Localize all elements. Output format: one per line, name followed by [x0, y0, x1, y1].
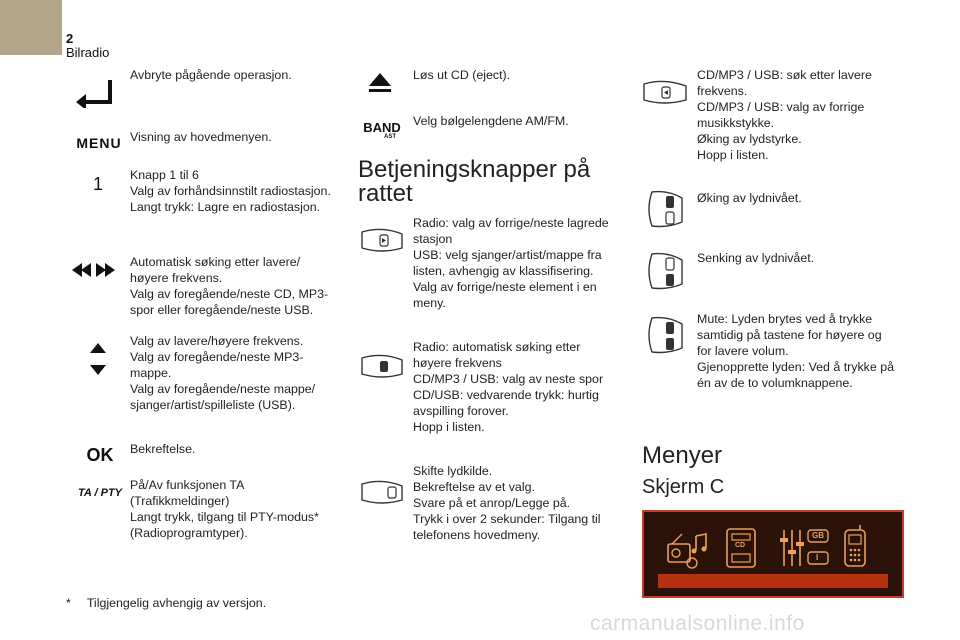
- band-label: BAND: [363, 120, 401, 135]
- ok-icon: OK: [86, 444, 114, 465]
- col1-item-text: Knapp 1 til 6 Valg av forhåndsinnstilt radiostasjon. Langt trykk: Lagre en radiostasjon.: [130, 168, 331, 214]
- return-icon: [74, 78, 118, 108]
- col3-item-text: Øking av lydnivået.: [697, 191, 802, 205]
- section-subheading-screen: Skjerm C: [642, 476, 725, 498]
- eject-icon: [368, 72, 392, 94]
- steering-item-text: Skifte lydkilde. Bekreftelse av et valg. Svare på et anrop/Legge på. Trykk i over 2 sekunder: Tilgang til telefonens hovedmeny.: [413, 464, 601, 542]
- footnote-star: *: [66, 596, 71, 610]
- steering-item-text: Radio: valg av forrige/neste lagrede stasjon USB: velg sjanger/artist/mappe fra listen, avhengig av klassifisering. Valg av forrige/neste element i en meny.: [413, 216, 609, 310]
- band-text: Velg bølgelengdene AM/FM.: [413, 114, 569, 128]
- footnote: [66, 596, 266, 610]
- col1-item-text: Avbryte pågående operasjon.: [130, 68, 292, 82]
- phone-icon: [840, 524, 870, 570]
- page-section-title: Bilradio: [66, 45, 110, 60]
- menu-icon: MENU: [76, 135, 122, 151]
- volume-down-switch-icon: [644, 250, 686, 292]
- screen-selection-bar: [658, 574, 888, 588]
- audio-settings-icon: [778, 526, 832, 570]
- steering-switch-icon: [642, 78, 688, 106]
- gb-label: GB: [812, 531, 824, 540]
- col1-item-text: Visning av hovedmenyen.: [130, 130, 272, 144]
- col1-item-text: På/Av funksjonen TA (Trafikkmeldinger) Langt trykk, tilgang til PTY-modus* (Radioprogramtyper).: [130, 478, 319, 540]
- seek-arrows-icon: [72, 262, 124, 278]
- section-heading-steering: Betjeningsknapper på rattet: [358, 156, 591, 207]
- screen-c-display: [642, 510, 904, 598]
- col1-item-text: Automatisk søking etter lavere/ høyere frekvens. Valg av foregående/neste CD, MP3- spor eller foregående/neste USB.: [130, 255, 329, 317]
- steering-switch-icon: [360, 226, 404, 254]
- band-sublabel: AST: [384, 134, 396, 140]
- steering-item-text: Radio: automatisk søking etter høyere frekvens CD/MP3 / USB: valg av neste spor CD/USB: vedvarende trykk: hurtig avspilling forover. Hopp i listen.: [413, 340, 604, 434]
- ta-pty-icon: TA / PTY: [78, 487, 122, 499]
- page-number: 2: [66, 31, 74, 46]
- cd-label: CD: [735, 542, 746, 549]
- steering-switch-icon: [360, 352, 404, 380]
- col1-item-text: Valg av lavere/høyere frekvens. Valg av foregående/neste MP3- mappe. Valg av foregående/neste mappe/ sjanger/artist/spilleliste (USB).: [130, 334, 316, 412]
- mute-switch-icon: [644, 314, 686, 356]
- volume-up-switch-icon: [644, 188, 686, 230]
- col3-item-text: CD/MP3 / USB: søk etter lavere frekvens. CD/MP3 / USB: valg av forrige musikkstykke. Øking av lydstyrke. Hopp i listen.: [697, 68, 872, 162]
- up-down-arrows-icon: [88, 342, 108, 376]
- radio-media-icon: [666, 530, 710, 570]
- cd-changer-icon: [724, 526, 758, 570]
- col3-item-text: Mute: Lyden brytes ved å trykke samtidig på tastene for høyere og for lavere volum. Gjenopprette lyden: Ved å trykke på én av de to volumknappene.: [697, 312, 894, 390]
- section-heading-menus: Menyer: [642, 442, 723, 469]
- col3-item-text: Senking av lydnivået.: [697, 251, 815, 265]
- col1-item-text: Bekreftelse.: [130, 442, 196, 456]
- page-tab: [0, 0, 62, 55]
- i-label: I: [816, 553, 819, 562]
- steering-switch-icon: [360, 478, 404, 506]
- footnote-text: Tilgjengelig avhengig av versjon.: [86, 596, 267, 610]
- band-icon: [360, 120, 404, 142]
- eject-text: Løs ut CD (eject).: [413, 68, 511, 82]
- watermark: carmanualsonline.info: [590, 612, 805, 635]
- number-one-icon: 1: [92, 173, 103, 194]
